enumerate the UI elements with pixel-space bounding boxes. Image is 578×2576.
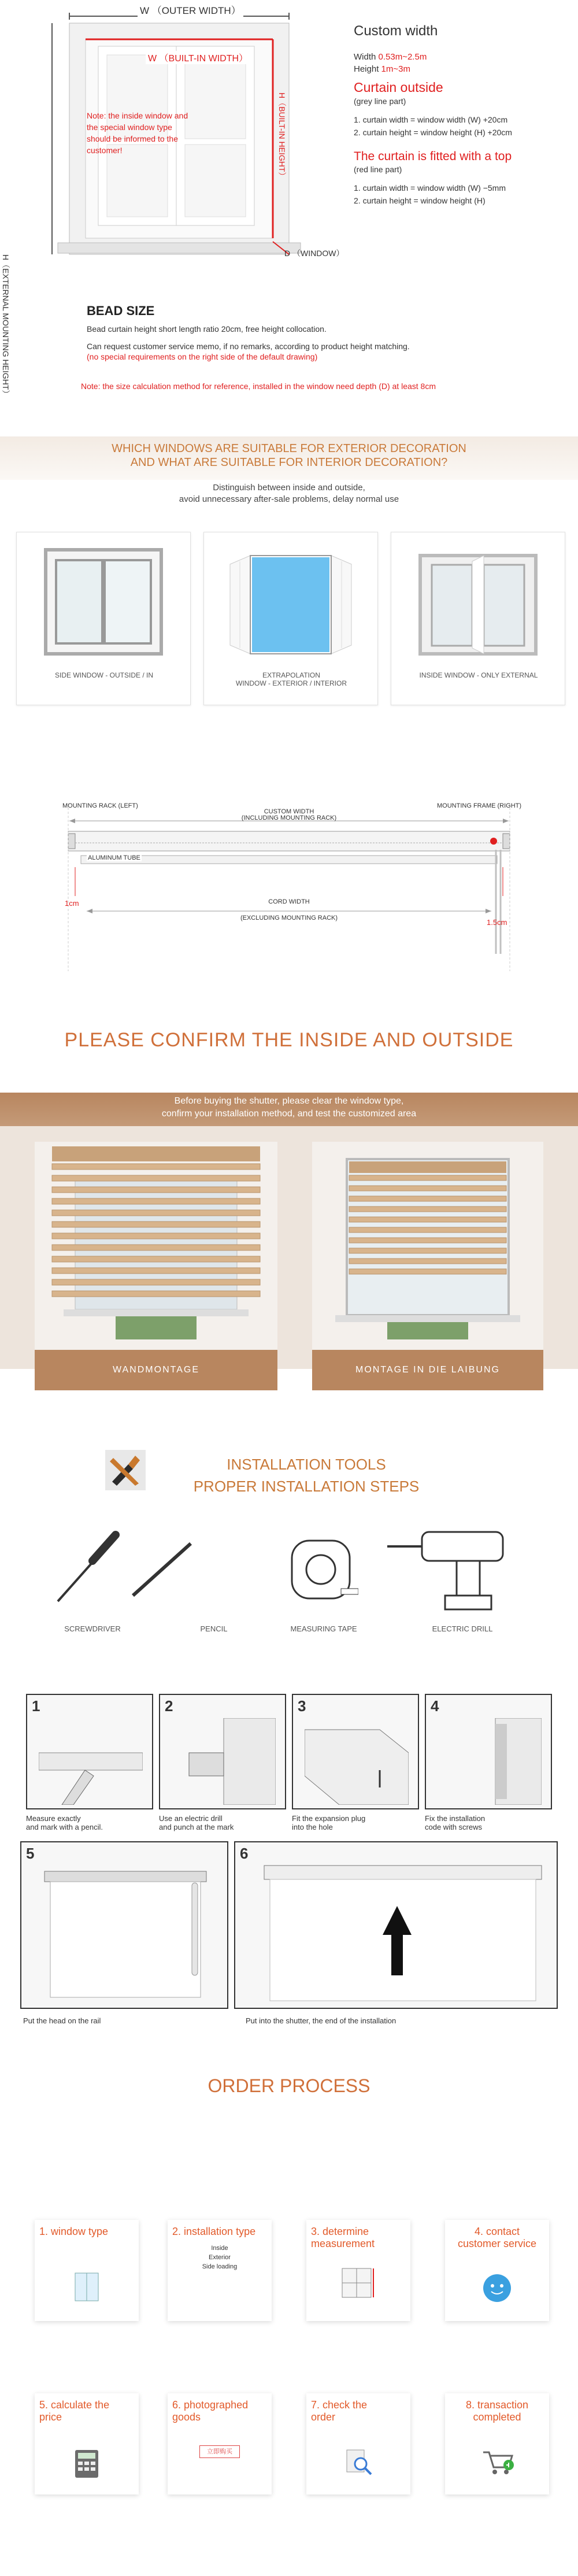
tool-label-pencil: PENCIL — [200, 1624, 228, 1633]
window-card-extrapolation — [203, 532, 378, 705]
step-4-image — [438, 1718, 542, 1805]
screwdriver-icon — [52, 1526, 127, 1607]
left-dim-label: 1cm — [65, 899, 79, 908]
step-4-box — [425, 1694, 552, 1809]
chat-bubble-icon — [481, 2272, 513, 2304]
step-6-image — [258, 1860, 547, 2004]
order-step-7 — [306, 2393, 410, 2494]
mounting-rack-left-label: MOUNTING RACK (LEFT) — [62, 802, 138, 809]
order-step-1-label: 1. window type — [39, 2226, 109, 2237]
window-measure-icon — [340, 2266, 377, 2301]
installation-tools-title: INSTALLATION TOOLS — [227, 1456, 386, 1473]
window-types-title-1: WHICH WINDOWS ARE SUITABLE FOR EXTERIOR DECORATION — [112, 442, 466, 455]
bead-line-2: Can request customer service memo, if no remarks, according to product height matching. — [87, 342, 410, 351]
order-section — [0, 2162, 578, 2576]
step-1-text: Measure exactly and mark with a pencil. — [26, 1814, 103, 1831]
tools-icon — [105, 1450, 146, 1490]
order-step-6-label: 6. photographed goods — [172, 2399, 249, 2423]
step-4-number: 4 — [431, 1697, 439, 1715]
window-card-inside — [391, 532, 565, 705]
measurement-section — [0, 0, 578, 439]
custom-width-panel — [354, 23, 573, 205]
external-height-label: H（EXTERNAL MOUNTING HEIGHT） — [1, 254, 10, 398]
top-rule-2: 2. curtain height = window height (H) — [354, 196, 486, 205]
step-3-number: 3 — [298, 1697, 306, 1715]
tool-label-electric-drill: ELECTRIC DRILL — [432, 1624, 493, 1633]
measuring-tape-icon — [283, 1526, 358, 1607]
step-1-box — [26, 1694, 153, 1809]
tool-label-measuring-tape: MEASURING TAPE — [290, 1624, 357, 1633]
outside-rule-1: 1. curtain width = window width (W) +20cm — [354, 115, 508, 124]
curtain-outside-sub: (grey line part) — [354, 97, 406, 106]
step-5-image — [33, 1866, 218, 2004]
installation-list — [168, 2244, 272, 2271]
step-5-box — [20, 1841, 228, 2009]
window-types-title-2: AND WHAT ARE SUITABLE FOR INTERIOR DECORATION? — [130, 456, 448, 469]
step-3-text: Fit the expansion plug into the hole — [292, 1814, 366, 1831]
step-6-box — [234, 1841, 558, 2009]
window-depth-label: D （WINDOW） — [284, 249, 344, 258]
right-dim-label: 1.5cm — [487, 918, 507, 927]
order-step-3-label: 3. determine measurement — [311, 2226, 375, 2249]
confirm-banner-line-1: Before buying the shutter, please clear the window type, — [174, 1096, 404, 1106]
installation-exterior: Exterior — [209, 2254, 231, 2261]
bead-note: Note: the size calculation method for reference, installed in the window need depth (D) at least 8cm — [81, 382, 436, 391]
fitted-top-sub: (red line part) — [354, 165, 402, 174]
pencil-icon — [127, 1532, 202, 1601]
window-card-inside-label: INSIDE WINDOW - ONLY EXTERNAL — [419, 671, 538, 679]
order-step-3 — [306, 2220, 410, 2321]
cord-width-sub: (EXCLUDING MOUNTING RACK) — [240, 915, 338, 921]
order-step-2 — [168, 2220, 272, 2321]
installation-inside: Inside — [211, 2245, 228, 2252]
bead-size-title: BEAD SIZE — [87, 304, 155, 318]
step-2-number: 2 — [165, 1697, 173, 1715]
tool-label-screwdriver: SCREWDRIVER — [64, 1624, 121, 1633]
custom-width-sub: (INCLUDING MOUNTING RACK) — [241, 815, 337, 821]
roller-diagram-section — [0, 780, 578, 989]
bead-line-3: (no special requirements on the right side of the default drawing) — [87, 352, 318, 361]
window-types-sub-2: avoid unnecessary after-sale problems, delay normal use — [179, 494, 399, 504]
aluminum-tube-label: ALUMINUM TUBE — [88, 854, 140, 861]
cart-icon — [481, 2448, 516, 2477]
height-label: Height — [354, 64, 381, 74]
window-types-section — [0, 436, 578, 780]
order-step-8 — [445, 2393, 549, 2494]
custom-width-title: Custom width — [354, 23, 438, 39]
bead-line-1: Bead curtain height short length ratio 20cm, free height collocation. — [87, 324, 327, 334]
wandmontage-label: WANDMONTAGE — [35, 1350, 277, 1390]
step-6-text: Put into the shutter, the end of the installation — [246, 2016, 397, 2025]
fitted-top-title: The curtain is fitted with a top — [354, 150, 512, 163]
window-icon — [74, 2272, 99, 2302]
bead-size-block — [87, 304, 561, 361]
window-types-sub-1: Distinguish between inside and outside, — [213, 483, 365, 493]
step-6-number: 6 — [240, 1845, 249, 1862]
order-step-7-label: 7. check the order — [311, 2399, 368, 2423]
electric-drill-icon — [387, 1520, 520, 1613]
laibung-label: MONTAGE IN DIE LAIBUNG — [312, 1350, 543, 1390]
confirm-section — [0, 989, 578, 1434]
side-window-image — [40, 544, 167, 660]
step-1-image — [39, 1718, 143, 1805]
window-card-extrapolation-label: EXTRAPOLATION WINDOW - EXTERIOR / INTERIOR — [236, 671, 347, 687]
step-5-text: Put the head on the rail — [23, 2016, 101, 2025]
order-step-5 — [35, 2393, 139, 2494]
magnifier-icon — [344, 2448, 373, 2477]
wall-mount-image — [35, 1142, 277, 1350]
step-5-number: 5 — [26, 1845, 35, 1862]
built-in-height-label: H（BUILT-IN HEIGHT） — [277, 92, 287, 180]
confirm-banner-line-2: confirm your installation method, and test the customized area — [161, 1109, 417, 1119]
outside-rule-2: 2. curtain height = window height (H) +20cm — [354, 128, 512, 137]
step-3-image — [305, 1718, 409, 1805]
order-step-4 — [445, 2220, 549, 2321]
outer-width-label: W （OUTER WIDTH） — [138, 2, 243, 17]
step-2-box — [159, 1694, 286, 1809]
steps-section — [0, 1688, 578, 2162]
width-label: Width — [354, 52, 379, 62]
step-1-number: 1 — [32, 1697, 40, 1715]
inside-window-note: Note: the inside window and the special window type should be informed to the customer! — [87, 111, 188, 155]
installation-side-loading: Side loading — [202, 2263, 238, 2270]
width-value: 0.53m~2.5m — [378, 52, 427, 62]
custom-width-label: CUSTOM WIDTH — [264, 808, 314, 815]
curtain-outside-title: Curtain outside — [354, 80, 443, 95]
order-step-1 — [35, 2220, 139, 2321]
window-card-side-label: SIDE WINDOW - OUTSIDE / IN — [55, 671, 153, 679]
tools-section — [0, 1434, 578, 1688]
confirm-title: PLEASE CONFIRM THE INSIDE AND OUTSIDE — [64, 1029, 514, 1051]
installation-steps-title: PROPER INSTALLATION STEPS — [193, 1478, 420, 1495]
inside-window-image — [414, 544, 542, 660]
order-process-title: ORDER PROCESS — [208, 2075, 370, 2096]
recess-mount-image — [312, 1142, 543, 1350]
window-card-side — [16, 532, 191, 705]
order-step-8-label: 8. transaction completed — [465, 2399, 529, 2423]
order-step-5-label: 5. calculate the price — [39, 2399, 110, 2423]
order-step-4-label: 4. contact customer service — [457, 2226, 537, 2249]
step-4-text: Fix the installation code with screws — [425, 1814, 486, 1831]
step-2-image — [172, 1718, 276, 1805]
top-rule-1: 1. curtain width = window width (W) −5mm — [354, 183, 506, 193]
calculator-icon — [74, 2449, 99, 2479]
order-step-2-label: 2. installation type — [172, 2226, 256, 2237]
height-value: 1m~3m — [381, 64, 410, 74]
mounting-frame-right-label: MOUNTING FRAME (RIGHT) — [437, 802, 522, 809]
step-3-box — [292, 1694, 419, 1809]
order-step-6 — [168, 2393, 272, 2494]
cord-width-label: CORD WIDTH — [268, 898, 310, 905]
step-2-text: Use an electric drill and punch at the mark — [159, 1814, 234, 1831]
order-stamp-icon: 立即购买 — [199, 2445, 240, 2458]
extrapolation-window-image — [227, 544, 354, 660]
built-in-width-label: W （BUILT-IN WIDTH） — [146, 51, 250, 64]
